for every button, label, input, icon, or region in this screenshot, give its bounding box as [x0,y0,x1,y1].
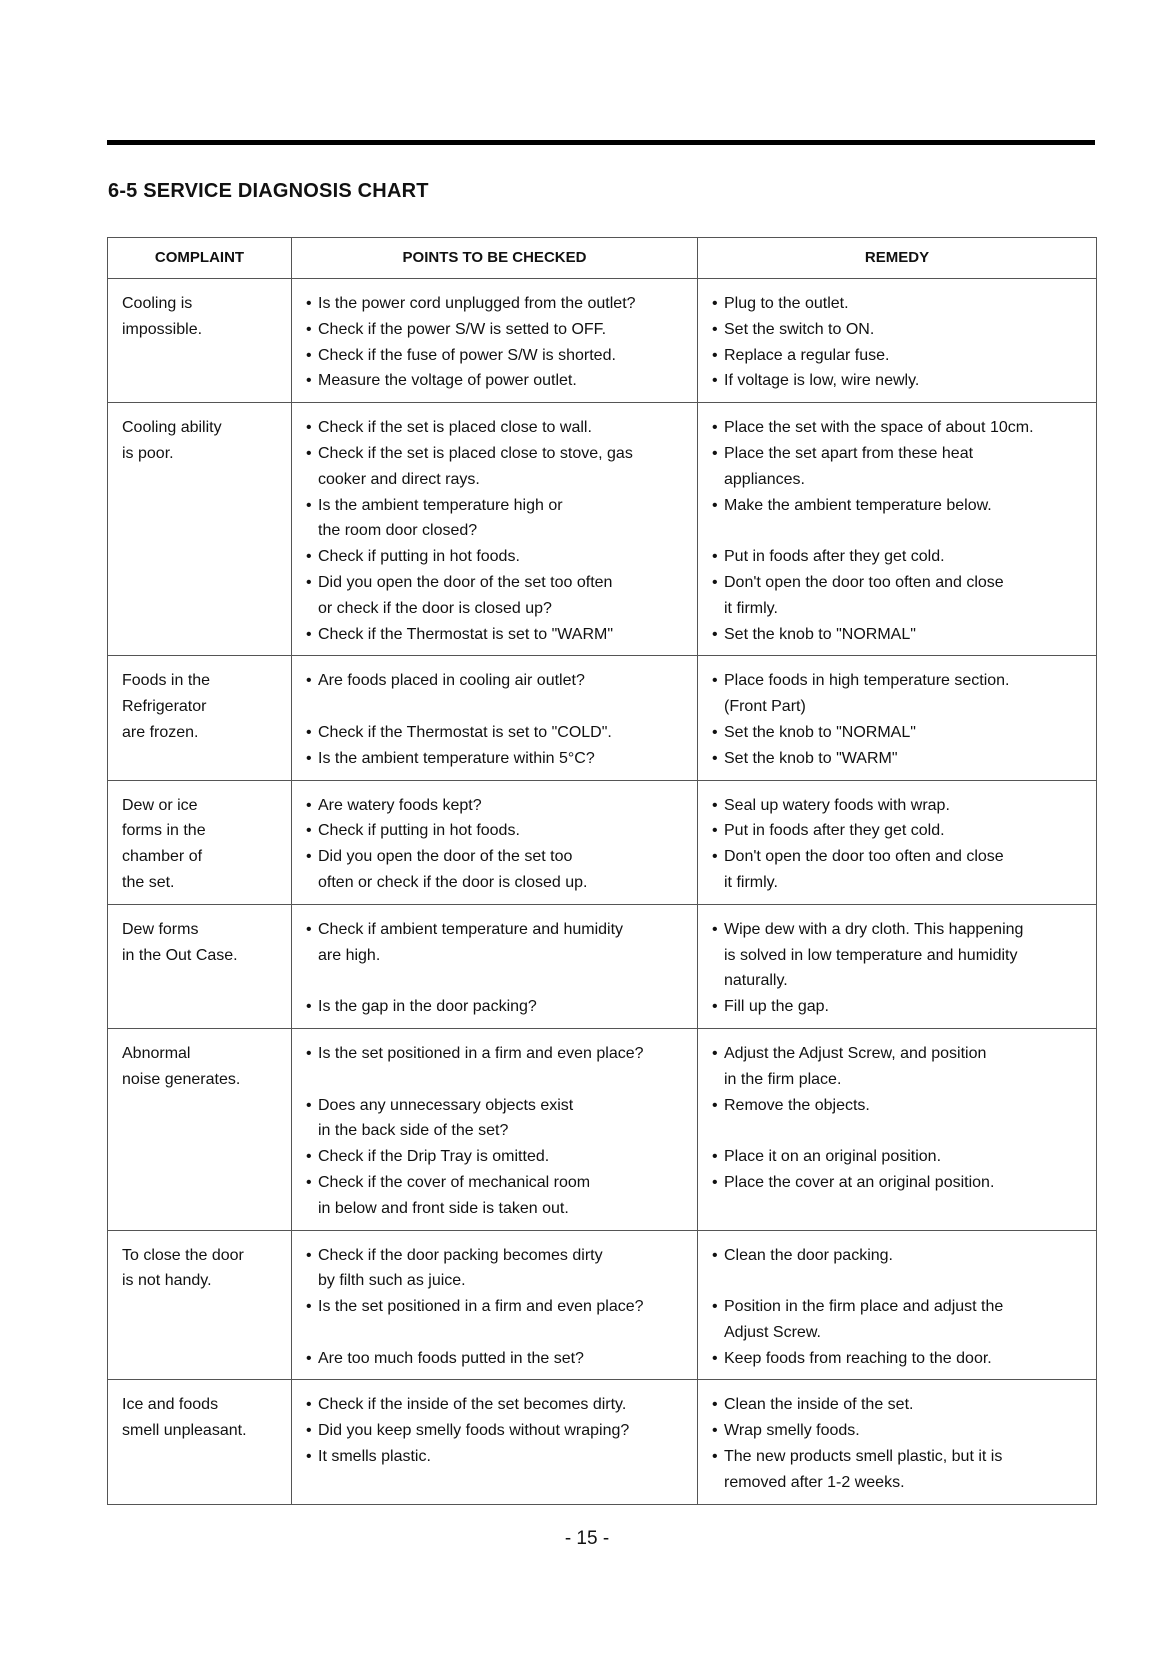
bullet-line: • Keep foods from reaching to the door. [712,1346,1084,1372]
table-row [108,279,1097,403]
complaint-line: Dew or ice [122,796,198,814]
remedy-cell [698,403,1097,656]
bullet-line: • Is the power cord unplugged from the outlet? [306,291,685,317]
bullet-line: • Don't open the door too often and close [712,844,1084,870]
bullet-line: • Are too much foods putted in the set? [306,1346,685,1372]
blank-line [306,694,685,720]
points-cell [292,904,698,1028]
points-cell [292,279,698,403]
complaint-line: noise generates. [122,1070,241,1088]
bullet-line: • It smells plastic. [306,1444,685,1470]
complaint-line: smell unpleasant. [122,1422,247,1440]
blank-line [712,518,1084,544]
continuation-line: in the firm place. [724,1070,842,1088]
bullet-line: • Put in foods after they get cold. [712,818,1084,844]
remedy-cell [698,656,1097,780]
continuation-line: Adjust Screw. [724,1323,821,1341]
bullet-line: • The new products smell plastic, but it is [712,1444,1084,1470]
continuation-line: is solved in low temperature and humidity [724,946,1018,964]
blank-line [306,1067,685,1093]
bullet-line: • Check if the cover of mechanical room [306,1170,685,1196]
continuation-line: the room door closed? [318,522,478,540]
bullet-line: • Position in the firm place and adjust the [712,1294,1084,1320]
bullet-line: • Fill up the gap. [712,994,1084,1020]
table-row [108,1230,1097,1380]
table-row [108,656,1097,780]
continuation-line: often or check if the door is closed up. [318,873,588,891]
complaint-cell [108,403,292,656]
points-cell [292,1380,698,1504]
bullet-line: • Did you open the door of the set too often [306,570,685,596]
table-body [108,279,1097,1505]
points-cell [292,1230,698,1380]
bullet-line: • Check if putting in hot foods. [306,818,685,844]
continuation-line: (Front Part) [724,698,806,716]
continuation-line: cooker and direct rays. [318,470,480,488]
continuation-line: removed after 1-2 weeks. [724,1473,905,1491]
bullet-line: • Is the gap in the door packing? [306,994,685,1020]
bullet-line: • Is the set positioned in a firm and even place? [306,1294,685,1320]
top-rule [107,140,1095,145]
bullet-line: • Place foods in high temperature section. [712,668,1084,694]
complaint-line: the set. [122,873,175,891]
blank-line [306,1320,685,1346]
header-remedy: REMEDY [698,238,1097,279]
bullet-line: • Make the ambient temperature below. [712,493,1084,519]
blank-line [712,1118,1084,1144]
bullet-line: • Did you keep smelly foods without wraping? [306,1418,685,1444]
diagnosis-table [107,237,1097,1505]
continuation-line: or check if the door is closed up? [318,599,552,617]
bullet-line: • Check if the set is placed close to stove, gas [306,441,685,467]
complaint-line: is not handy. [122,1272,212,1290]
header-points: POINTS TO BE CHECKED [292,238,698,279]
continuation-line: appliances. [724,470,805,488]
bullet-line: • Clean the door packing. [712,1243,1084,1269]
bullet-line: • Place it on an original position. [712,1144,1084,1170]
bullet-line: • Clean the inside of the set. [712,1392,1084,1418]
continuation-line: in the back side of the set? [318,1122,509,1140]
complaint-line: forms in the [122,822,206,840]
bullet-line: • Wrap smelly foods. [712,1418,1084,1444]
table-row [108,904,1097,1028]
bullet-line: • Check if the fuse of power S/W is shorted. [306,343,685,369]
bullet-line: • Is the ambient temperature high or [306,493,685,519]
bullet-line: • Set the knob to "NORMAL" [712,622,1084,648]
bullet-line: • Is the ambient temperature within 5°C? [306,746,685,772]
table-row [108,403,1097,656]
bullet-line: • Plug to the outlet. [712,291,1084,317]
complaint-line: in the Out Case. [122,946,238,964]
bullet-line: • Are watery foods kept? [306,793,685,819]
complaint-cell [108,780,292,904]
remedy-cell [698,904,1097,1028]
remedy-cell [698,1230,1097,1380]
complaint-line: Cooling is [122,295,193,312]
table-row [108,1028,1097,1230]
bullet-line: • Replace a regular fuse. [712,343,1084,369]
bullet-line: • Check if the Thermostat is set to "COLD". [306,720,685,746]
complaint-line: To close the door [122,1246,244,1264]
remedy-cell [698,780,1097,904]
complaint-line: impossible. [122,320,203,338]
complaint-line: Foods in the [122,672,211,690]
complaint-line: Refrigerator [122,698,207,716]
bullet-line: • Check if the Thermostat is set to "WARM" [306,622,685,648]
bullet-line: • Check if the inside of the set becomes dirty. [306,1392,685,1418]
complaint-line: Dew forms [122,920,199,938]
complaint-line: are frozen. [122,723,199,741]
bullet-line: • Are foods placed in cooling air outlet? [306,668,685,694]
page-title: 6-5 SERVICE DIAGNOSIS CHART [108,180,429,202]
bullet-line: • Set the knob to "WARM" [712,746,1084,772]
points-cell [292,1028,698,1230]
bullet-line: • Don't open the door too often and close [712,570,1084,596]
bullet-line: • Measure the voltage of power outlet. [306,368,685,394]
bullet-line: • Check if the door packing becomes dirty [306,1243,685,1269]
remedy-cell [698,1380,1097,1504]
blank-line [306,968,685,994]
complaint-cell [108,279,292,403]
complaint-line: is poor. [122,444,174,462]
bullet-line: • Does any unnecessary objects exist [306,1093,685,1119]
bullet-line: • Check if the power S/W is setted to OFF. [306,317,685,343]
complaint-line: chamber of [122,848,203,866]
header-complaint: COMPLAINT [108,238,292,279]
table-header-row [108,238,1097,279]
complaint-line: Abnormal [122,1044,191,1062]
bullet-line: • Is the set positioned in a firm and even place? [306,1041,685,1067]
continuation-line: naturally. [724,972,788,990]
bullet-line: • Check if the set is placed close to wall. [306,415,685,441]
bullet-line: • Check if the Drip Tray is omitted. [306,1144,685,1170]
remedy-cell [698,1028,1097,1230]
continuation-line: by filth such as juice. [318,1272,466,1290]
bullet-line: • Check if ambient temperature and humidity [306,917,685,943]
complaint-cell [108,1230,292,1380]
bullet-line: • Place the set with the space of about 10cm. [712,415,1084,441]
blank-line [712,1268,1084,1294]
continuation-line: it firmly. [724,599,778,617]
bullet-line: • Remove the objects. [712,1093,1084,1119]
bullet-line: • Place the cover at an original position. [712,1170,1084,1196]
table-row [108,780,1097,904]
bullet-line: • Did you open the door of the set too [306,844,685,870]
bullet-line: • Adjust the Adjust Screw, and position [712,1041,1084,1067]
complaint-cell [108,656,292,780]
remedy-cell [698,279,1097,403]
complaint-line: Ice and foods [122,1396,219,1414]
complaint-cell [108,1380,292,1504]
table-row [108,1380,1097,1504]
bullet-line: • Place the set apart from these heat [712,441,1084,467]
continuation-line: it firmly. [724,873,778,891]
page-number: - 15 - [564,1528,610,1549]
points-cell [292,656,698,780]
complaint-cell [108,904,292,1028]
complaint-cell [108,1028,292,1230]
complaint-line: Cooling ability [122,419,222,437]
bullet-line: • Put in foods after they get cold. [712,544,1084,570]
bullet-line: • Set the switch to ON. [712,317,1084,343]
bullet-line: • Wipe dew with a dry cloth. This happening [712,917,1084,943]
continuation-line: are high. [318,946,381,964]
points-cell [292,780,698,904]
bullet-line: • If voltage is low, wire newly. [712,368,1084,394]
points-cell [292,403,698,656]
bullet-line: • Check if putting in hot foods. [306,544,685,570]
bullet-line: • Set the knob to "NORMAL" [712,720,1084,746]
bullet-line: • Seal up watery foods with wrap. [712,793,1084,819]
continuation-line: in below and front side is taken out. [318,1199,569,1217]
